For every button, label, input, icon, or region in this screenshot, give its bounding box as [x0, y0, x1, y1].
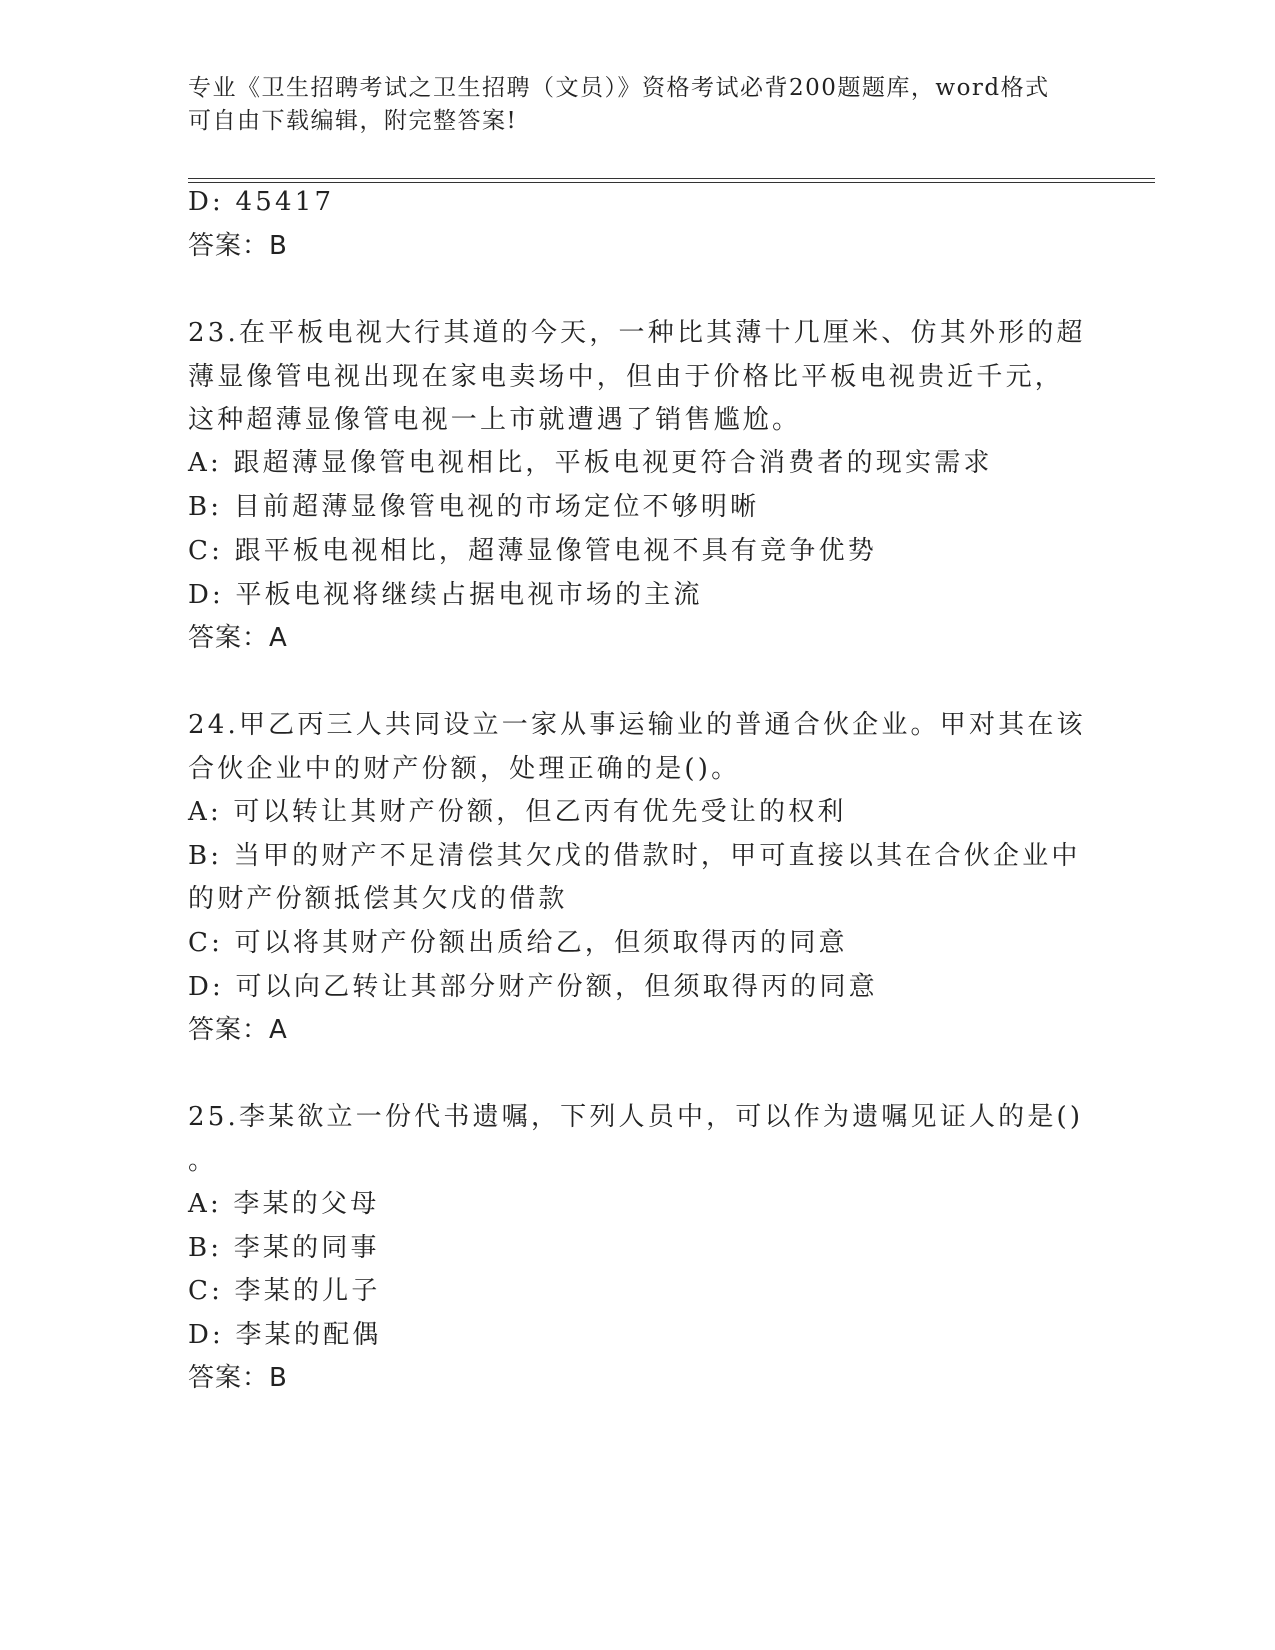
q24-option-b-line-1: B: 当甲的财产不足清偿其欠戊的借款时，甲可直接以其在合伙企业中	[188, 841, 1081, 871]
header-title-line-1: 专业《卫生招聘考试之卫生招聘（文员）》资格考试必背200题题库，word格式	[188, 75, 1050, 101]
prev-answer: 答案：B	[188, 231, 288, 261]
q23-option-c: C: 跟平板电视相比，超薄显像管电视不具有竞争优势	[188, 536, 877, 566]
q23-option-a: A: 跟超薄显像管电视相比，平板电视更符合消费者的现实需求	[188, 448, 993, 478]
q23-stem-line-1: 23.在平板电视大行其道的今天，一种比其薄十几厘米、仿其外形的超	[188, 318, 1086, 348]
q23-answer: 答案：A	[188, 623, 288, 653]
q25-option-c: C: 李某的儿子	[188, 1276, 381, 1306]
q24-stem-line-1: 24.甲乙丙三人共同设立一家从事运输业的普通合伙企业。甲对其在该	[188, 710, 1086, 740]
q24-option-c: C: 可以将其财产份额出质给乙，但须取得丙的同意	[188, 928, 848, 958]
q24-option-b-line-2: 的财产份额抵偿其欠戊的借款	[188, 884, 568, 914]
header-divider-bottom	[188, 182, 1155, 183]
q24-answer: 答案：A	[188, 1015, 288, 1045]
header-title-line-2: 可自由下载编辑，附完整答案!	[188, 108, 518, 134]
q25-stem-line-2: 。	[188, 1146, 218, 1176]
q23-option-b: B: 目前超薄显像管电视的市场定位不够明晰	[188, 492, 760, 522]
q25-option-d: D: 李某的配偶	[188, 1320, 382, 1350]
q23-stem-line-2: 薄显像管电视出现在家电卖场中，但由于价格比平板电视贵近千元，	[188, 362, 1065, 392]
q23-stem-line-3: 这种超薄显像管电视一上市就遭遇了销售尴尬。	[188, 405, 802, 435]
prev-option-d: D: 45417	[188, 187, 335, 217]
q25-option-b: B: 李某的同事	[188, 1233, 380, 1263]
page-header	[188, 72, 1088, 138]
q24-stem-line-2: 合伙企业中的财产份额，处理正确的是()。	[188, 754, 741, 784]
q25-option-a: A: 李某的父母	[188, 1189, 380, 1219]
q24-option-d: D: 可以向乙转让其部分财产份额，但须取得丙的同意	[188, 972, 878, 1002]
q25-answer: 答案：B	[188, 1363, 288, 1393]
q24-option-a: A: 可以转让其财产份额，但乙丙有优先受让的权利	[188, 797, 847, 827]
header-divider-top	[188, 178, 1155, 179]
q23-option-d: D: 平板电视将继续占据电视市场的主流	[188, 580, 703, 610]
q25-stem-line-1: 25.李某欲立一份代书遗嘱，下列人员中，可以作为遗嘱见证人的是()	[188, 1102, 1084, 1132]
